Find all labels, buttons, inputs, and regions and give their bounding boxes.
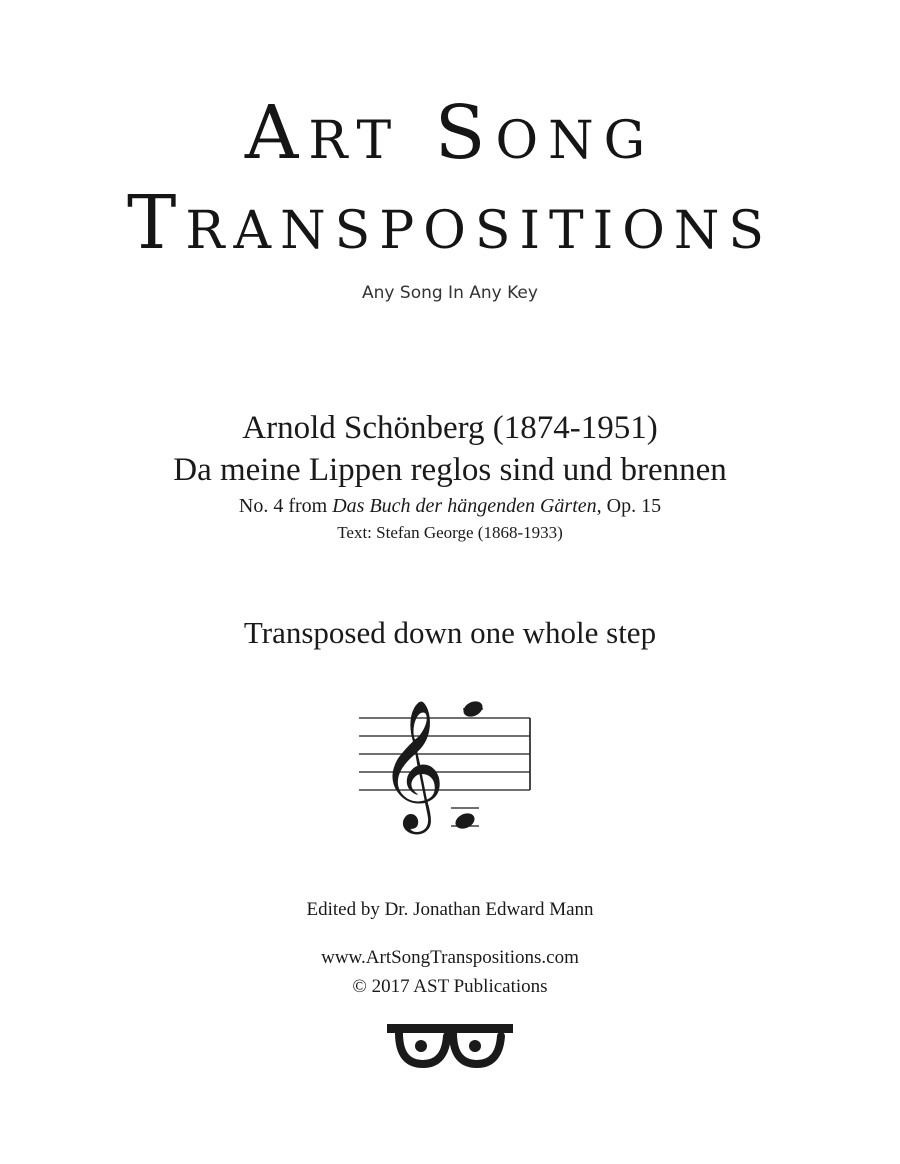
song-title: Da meine Lippen reglos sind und brennen: [173, 452, 727, 488]
transposition-note: Transposed down one whole step: [243, 615, 657, 650]
copyright-notice: © 2017 AST Publications: [352, 976, 548, 997]
source-suffix: , Op. 15: [596, 495, 662, 517]
ast-logo: [385, 1022, 515, 1072]
composer-name: Arnold Schönberg (1874-1951): [242, 410, 658, 446]
range-staff-graphic: [355, 678, 545, 838]
editor-credit: Edited by Dr. Jonathan Edward Mann: [306, 899, 594, 920]
song-source: [0, 493, 900, 519]
brand-tagline: Any Song In Any Key: [362, 283, 538, 303]
source-prefix: No. 4 from: [238, 495, 333, 517]
vocal-range-staff: [355, 678, 545, 838]
low-note: [451, 808, 479, 832]
source-work-title: Das Buch der hängenden Gärten: [332, 495, 597, 517]
treble-clef-icon: 𝄞: [379, 699, 446, 829]
brand-title-line-1: Art Song: [244, 90, 656, 176]
website-link[interactable]: www.ArtSongTranspositions.com: [321, 947, 579, 968]
text-credit: Text: Stefan George (1868-1933): [337, 523, 563, 542]
high-note: [461, 698, 485, 719]
brand-title-line-2: Transpositions: [127, 180, 773, 266]
ast-logo-icon: [385, 1022, 515, 1072]
